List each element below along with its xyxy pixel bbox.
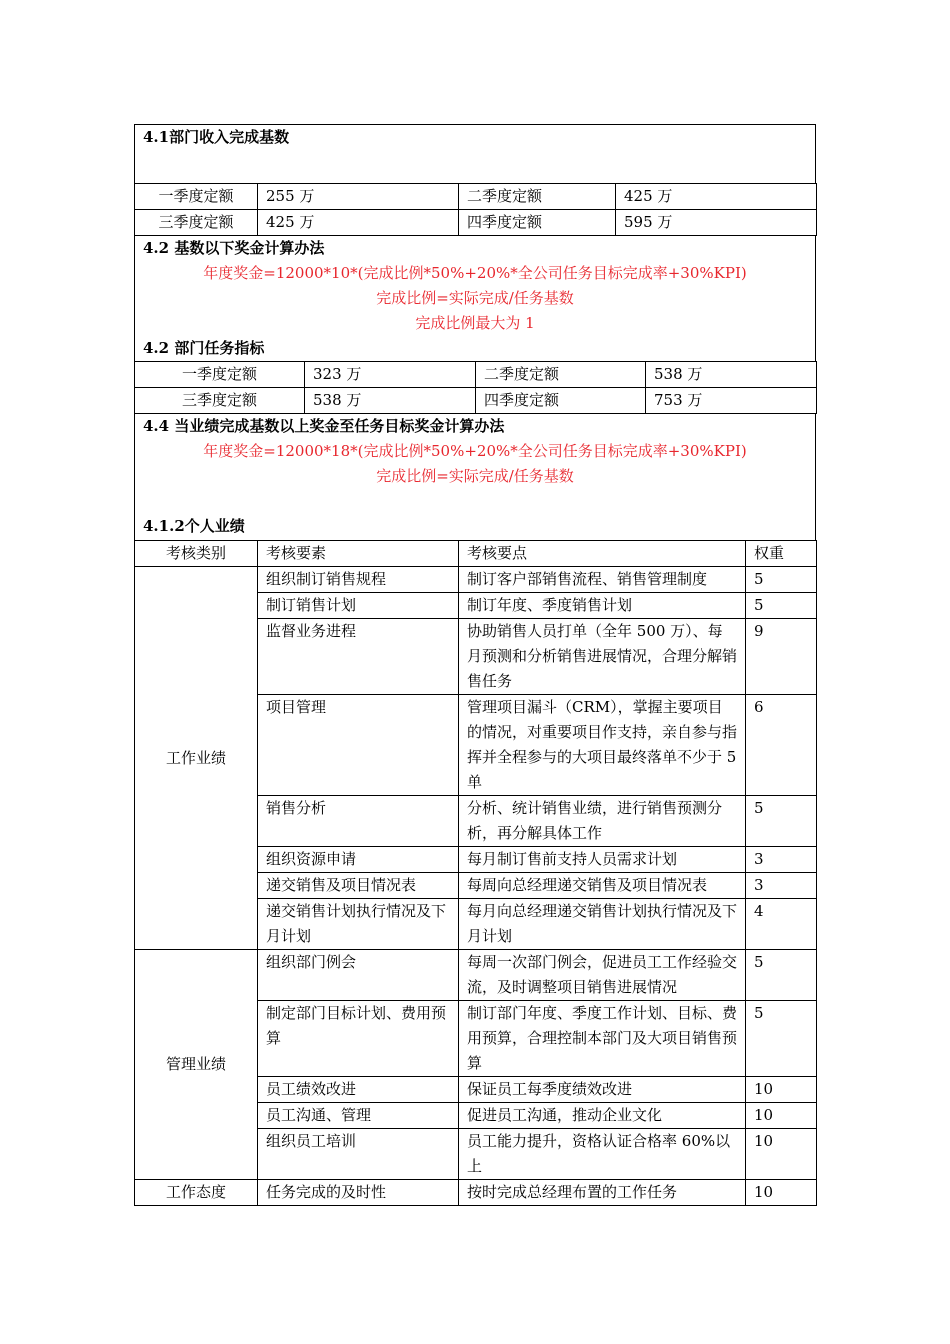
point-cell: 促进员工沟通，推动企业文化	[459, 1103, 746, 1129]
q2-value: 538 万	[646, 362, 817, 388]
ratio-formula: 完成比例=实际完成/任务基数	[376, 467, 574, 485]
point-cell: 协助销售人员打单（全年 500 万）、每月预测和分析销售进展情况，合理分解销售任务	[459, 619, 746, 695]
q4-value: 595 万	[616, 210, 817, 236]
section-4-2-title: 4.2 基数以下奖金计算办法	[143, 239, 325, 257]
q4-label: 四季度定额	[476, 388, 646, 414]
point-cell: 制订年度、季度销售计划	[459, 593, 746, 619]
q4-value: 753 万	[646, 388, 817, 414]
section-4-1-title: 4.1部门收入完成基数	[143, 128, 290, 146]
bonus-formula: 年度奖金=12000*18*(完成比例*50%+20%*全公司任务目标完成率+30%KPI)	[203, 442, 747, 460]
weight-cell: 5	[746, 567, 817, 593]
category-work-performance: 工作业绩	[135, 567, 258, 950]
category-work-attitude: 工作态度	[135, 1180, 258, 1206]
weight-cell: 10	[746, 1129, 817, 1180]
weight-cell: 4	[746, 899, 817, 950]
section-4-4	[134, 414, 816, 540]
factor-cell: 任务完成的及时性	[258, 1180, 459, 1206]
header-point: 考核要点	[459, 541, 746, 567]
point-cell: 每周向总经理递交销售及项目情况表	[459, 873, 746, 899]
point-cell: 员工能力提升，资格认证合格率 60%以上	[459, 1129, 746, 1180]
weight-cell: 3	[746, 847, 817, 873]
table-row	[135, 210, 817, 236]
weight-cell: 3	[746, 873, 817, 899]
weight-cell: 5	[746, 796, 817, 847]
table-row	[135, 950, 817, 1001]
factor-cell: 员工绩效改进	[258, 1077, 459, 1103]
point-cell: 制订部门年度、季度工作计划、目标、费用预算，合理控制本部门及大项目销售预算	[459, 1001, 746, 1077]
q1-value: 255 万	[258, 184, 459, 210]
table-row	[135, 184, 817, 210]
factor-cell: 监督业务进程	[258, 619, 459, 695]
table-row	[135, 362, 817, 388]
factor-cell: 递交销售计划执行情况及下月计划	[258, 899, 459, 950]
factor-cell: 组织资源申请	[258, 847, 459, 873]
category-management-performance: 管理业绩	[135, 950, 258, 1180]
point-cell: 每月制订售前支持人员需求计划	[459, 847, 746, 873]
section-4-4-title: 4.4 当业绩完成基数以上奖金至任务目标奖金计算办法	[143, 417, 505, 435]
q3-label: 三季度定额	[135, 388, 305, 414]
document	[134, 124, 816, 1206]
factor-cell: 组织员工培训	[258, 1129, 459, 1180]
factor-cell: 项目管理	[258, 695, 459, 796]
point-cell: 管理项目漏斗（CRM），掌握主要项目的情况，对重要项目作支持，亲自参与指挥并全程参与的大项目最终落单不少于 5 单	[459, 695, 746, 796]
q3-value: 538 万	[305, 388, 476, 414]
header-category: 考核类别	[135, 541, 258, 567]
factor-cell: 递交销售及项目情况表	[258, 873, 459, 899]
q2-label: 二季度定额	[459, 184, 616, 210]
section-4-2b-title: 4.2 部门任务指标	[143, 339, 265, 357]
q2-value: 425 万	[616, 184, 817, 210]
section-4-1-2-title: 4.1.2个人业绩	[143, 517, 245, 535]
factor-cell: 组织制订销售规程	[258, 567, 459, 593]
q1-value: 323 万	[305, 362, 476, 388]
table-row	[135, 567, 817, 593]
weight-cell: 5	[746, 1001, 817, 1077]
weight-cell: 5	[746, 950, 817, 1001]
section-4-2b-header	[134, 336, 816, 361]
point-cell: 每月向总经理递交销售计划执行情况及下月计划	[459, 899, 746, 950]
q1-label: 一季度定额	[135, 362, 305, 388]
ratio-max-note: 完成比例最大为 1	[415, 314, 535, 332]
factor-cell: 组织部门例会	[258, 950, 459, 1001]
factor-cell: 员工沟通、管理	[258, 1103, 459, 1129]
section-4-2b-table	[134, 361, 817, 414]
header-weight: 权重	[746, 541, 817, 567]
factor-cell: 制定部门目标计划、费用预算	[258, 1001, 459, 1077]
factor-cell: 制订销售计划	[258, 593, 459, 619]
table-row	[135, 1180, 817, 1206]
q3-label: 三季度定额	[135, 210, 258, 236]
q2-label: 二季度定额	[476, 362, 646, 388]
weight-cell: 5	[746, 593, 817, 619]
q3-value: 425 万	[258, 210, 459, 236]
table-row	[135, 388, 817, 414]
point-cell: 每周一次部门例会，促进员工工作经验交流，及时调整项目销售进展情况	[459, 950, 746, 1001]
point-cell: 分析、统计销售业绩，进行销售预测分析，再分解具体工作	[459, 796, 746, 847]
q4-label: 四季度定额	[459, 210, 616, 236]
section-4-2-bonus	[134, 236, 816, 336]
weight-cell: 6	[746, 695, 817, 796]
weight-cell: 10	[746, 1103, 817, 1129]
weight-cell: 10	[746, 1077, 817, 1103]
section-4-1-header	[134, 124, 816, 183]
table-header-row	[135, 541, 817, 567]
point-cell: 保证员工每季度绩效改进	[459, 1077, 746, 1103]
weight-cell: 9	[746, 619, 817, 695]
header-factor: 考核要素	[258, 541, 459, 567]
point-cell: 按时完成总经理布置的工作任务	[459, 1180, 746, 1206]
section-4-1-table	[134, 183, 817, 236]
weight-cell: 10	[746, 1180, 817, 1206]
factor-cell: 销售分析	[258, 796, 459, 847]
bonus-formula: 年度奖金=12000*10*(完成比例*50%+20%*全公司任务目标完成率+30%KPI)	[203, 264, 747, 282]
point-cell: 制订客户部销售流程、销售管理制度	[459, 567, 746, 593]
q1-label: 一季度定额	[135, 184, 258, 210]
personal-performance-table	[134, 540, 817, 1206]
ratio-formula: 完成比例=实际完成/任务基数	[376, 289, 574, 307]
